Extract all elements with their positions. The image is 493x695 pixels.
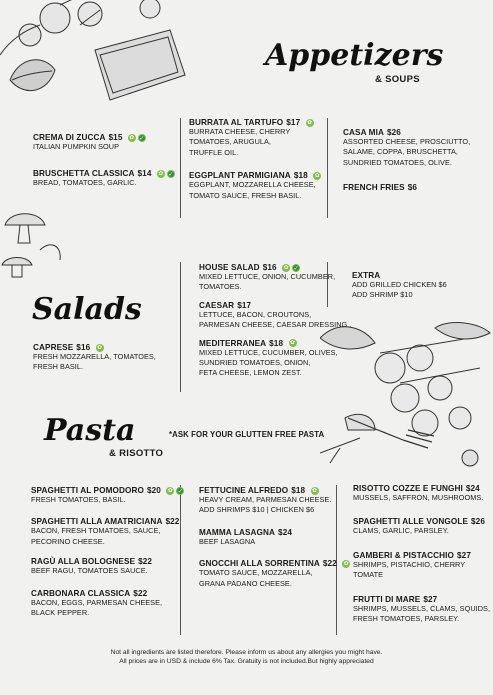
item-price: $17 [237,300,252,310]
item-price: $16 [262,263,277,272]
item-name: FRENCH FRIES [343,183,405,193]
pasta-subtitle: & RISOTTO [109,448,164,459]
item-description: HEAVY CREAM, PARMESAN CHEESE. ADD SHRIMPS $10 | CHICKEN $6 [199,495,332,515]
vegetarian-leaf-icon: ✿ [129,133,135,141]
item-name: BRUSCHETTA CLASSICA [33,169,135,179]
item-price: $26 [386,128,401,137]
item-description: BEEF LASAGNA [199,536,256,546]
item-name: CARBONARA CLASSICA [31,588,131,598]
allergy-notice: Not all ingredients are listed therefore. Please inform us about any allergies you might have. [110,649,383,656]
item-name: RAGÙ ALLA BOLOGNESE [31,557,136,567]
item-description: BURRATA CHEESE, CHERRY TOMATOES, ARUGULA, TRUFFLE OIL. [189,127,291,157]
vegetarian-leaf-icon: ✿ [289,339,296,347]
item-description: CLAMS, GARLIC, PARSLEY. [353,526,449,536]
menu-item [353,595,493,625]
extra-description: ADD GRILLED CHICKEN $6 ADD SHRIMP $10 [352,280,447,300]
vegetarian-leaf-icon: ✿ [307,118,313,126]
divider [180,262,181,392]
item-description: EGGPLANT, MOZZARELLA CHEESE, TOMATO SAUCE, FRESH BASIL. [189,180,316,200]
item-description: BREAD, TOMATOES, GARLIC. [33,178,137,188]
menu-item [343,183,470,192]
gluten-free-icon: ✓ [168,171,174,179]
item-description: LETTUCE, BACON, CROUTONS, PARMESAN CHEESE, CAESAR DRESSING . [199,309,352,330]
item-price: $15 [108,133,123,142]
gluten-free-icon: ✓ [293,264,299,272]
item-name: GNOCCHI ALLA SORRENTINA [199,559,320,569]
menu-item [31,486,184,505]
footer [0,649,493,666]
item-name: SPAGHETTI ALLA AMATRICIANA [31,517,163,527]
item-description: FRESH TOMATOES, BASIL. [31,495,126,504]
item-name: FETTUCINE ALFREDO [199,486,289,495]
item-price: $16 [76,343,91,352]
menu-item [189,171,321,201]
top-left-vegetable-sketch [0,0,200,110]
item-name: CASA MIA [343,128,384,137]
appetizers-col2 [189,118,321,201]
appetizers-col1 [33,133,175,189]
vegetarian-leaf-icon: ✿ [158,170,164,178]
item-name: CREMA DI ZUCCA [33,133,106,142]
menu-item [31,557,184,576]
item-description: SHRIMPS, PISTACHIO, CHERRY TOMATE [353,559,465,580]
menu-item [199,301,351,331]
gluten-free-icon: ✓ [177,487,183,495]
appetizers-title: Appetizers [265,38,444,73]
menu-item [33,169,175,188]
menu-item [189,118,321,158]
vegetarian-leaf-icon: ✿ [283,263,289,271]
pasta-title: Pasta [44,413,136,448]
appetizers-subtitle: & SOUPS [375,74,420,85]
gluten-free-icon: ✓ [139,134,145,142]
salads-col2 [199,263,351,379]
item-price: $14 [137,169,152,179]
extra-title: EXTRA [352,271,381,280]
salads-extra [352,271,447,301]
menu-item [199,263,351,293]
item-name: GAMBERI & PISTACCHIO [353,550,455,560]
pasta-col3 [353,484,493,624]
item-name: SPAGHETTI AL POMODORO [31,486,144,495]
item-description: MIXED LETTUCE, ONION, CUCUMBER, TOMATOES. [199,272,336,292]
menu-item [199,486,350,516]
item-price: $24 [278,527,293,537]
item-price: $18 [269,338,284,348]
item-name: RISOTTO COZZE E FUNGHI [353,484,463,493]
item-name: CAESAR [199,300,235,310]
item-price: $24 [465,484,480,493]
mushroom-sketch [0,205,70,285]
pasta-col2 [199,486,350,589]
menu-item [33,133,175,152]
salads-title: Salads [32,292,142,327]
menu-item [31,589,184,619]
item-name: EGGPLANT PARMIGIANA [189,171,291,181]
divider [327,118,328,218]
item-name: FRUTTI DI MARE [353,594,421,604]
menu-item [33,343,156,373]
menu-item [353,551,493,581]
item-price: $27 [457,550,471,560]
item-description: BACON, EGGS, PARMESAN CHEESE, BLACK PEPPER. [31,597,163,618]
item-name: MEDITERRANEA [199,338,267,348]
item-name: BURRATA AL TARTUFO [189,118,284,127]
item-name: SPAGHETTI ALLE VONGOLE [353,517,469,527]
vegetarian-leaf-icon: ✿ [314,172,320,180]
item-description: FRESH MOZZARELLA, TOMATOES, FRESH BASIL. [33,352,156,372]
item-description: BEEF RAGU, TOMATOES SAUCE. [31,566,148,576]
item-price: $20 [146,486,161,495]
item-description: ASSORTED CHEESE, PROSCIUTTO, SALAME, COPPA, BRUSCHETTA, SUNDRIED TOMATOES, OLIVE. [343,137,471,167]
appetizers-col3 [343,128,470,192]
item-price: $22 [322,559,337,569]
menu-item [343,128,470,168]
salads-col1 [33,343,156,373]
menu-item [353,517,493,536]
divider [180,118,181,218]
item-name: MAMMA LASAGNA [199,527,276,537]
menu-item [199,559,350,589]
vegetarian-leaf-icon: ✿ [167,486,173,494]
vegetarian-leaf-icon: ✿ [311,486,318,494]
vegetarian-leaf-icon: ✿ [97,343,103,351]
item-name: CAPRESE [33,343,74,352]
item-price: $22 [133,588,148,598]
item-price: $18 [293,171,308,181]
item-price: $18 [291,486,306,495]
menu-item [353,484,493,503]
item-name: HOUSE SALAD [199,263,260,272]
item-price: $27 [423,594,438,604]
menu-item [31,517,184,547]
item-price: $22 [138,557,153,567]
item-description: SHRIMPS, MUSSELS, CLAMS, SQUIDS, FRESH TOMATOES, PARSLEY. [353,603,491,624]
item-price: $6 [407,183,418,193]
item-description: BACON, FRESH TOMATOES, SAUCE, PECORINO CHEESE. [31,526,161,546]
item-description: MUSSELS, SAFFRON, MUSHROOMS. [353,493,484,502]
pasta-col1 [31,486,184,618]
menu-item [199,339,351,379]
item-price: $17 [286,118,301,127]
vegetarian-leaf-icon: ✿ [343,560,349,568]
item-description: TOMATO SAUCE, MOZZARELLA, GRANA PADANO CHEESE. [199,568,313,588]
item-description: MIXED LETTUCE, CUCUMBER, OLIVES, SUNDRIED TOMATOES, ONION, FETA CHEESE, LEMON ZEST. [199,347,338,378]
menu-item [199,528,350,547]
fork-sketch [348,410,438,450]
gluten-free-note: *ASK FOR YOUR GLUTTEN FREE PASTA [169,430,325,439]
item-description: ITALIAN PUMPKIN SOUP [33,142,120,151]
item-price: $22 [165,517,180,527]
item-price: $26 [471,517,485,527]
pricing-notice: All prices are in USD & include 6% Tax. Gratuity is not included.But highly appreciated [119,657,374,665]
